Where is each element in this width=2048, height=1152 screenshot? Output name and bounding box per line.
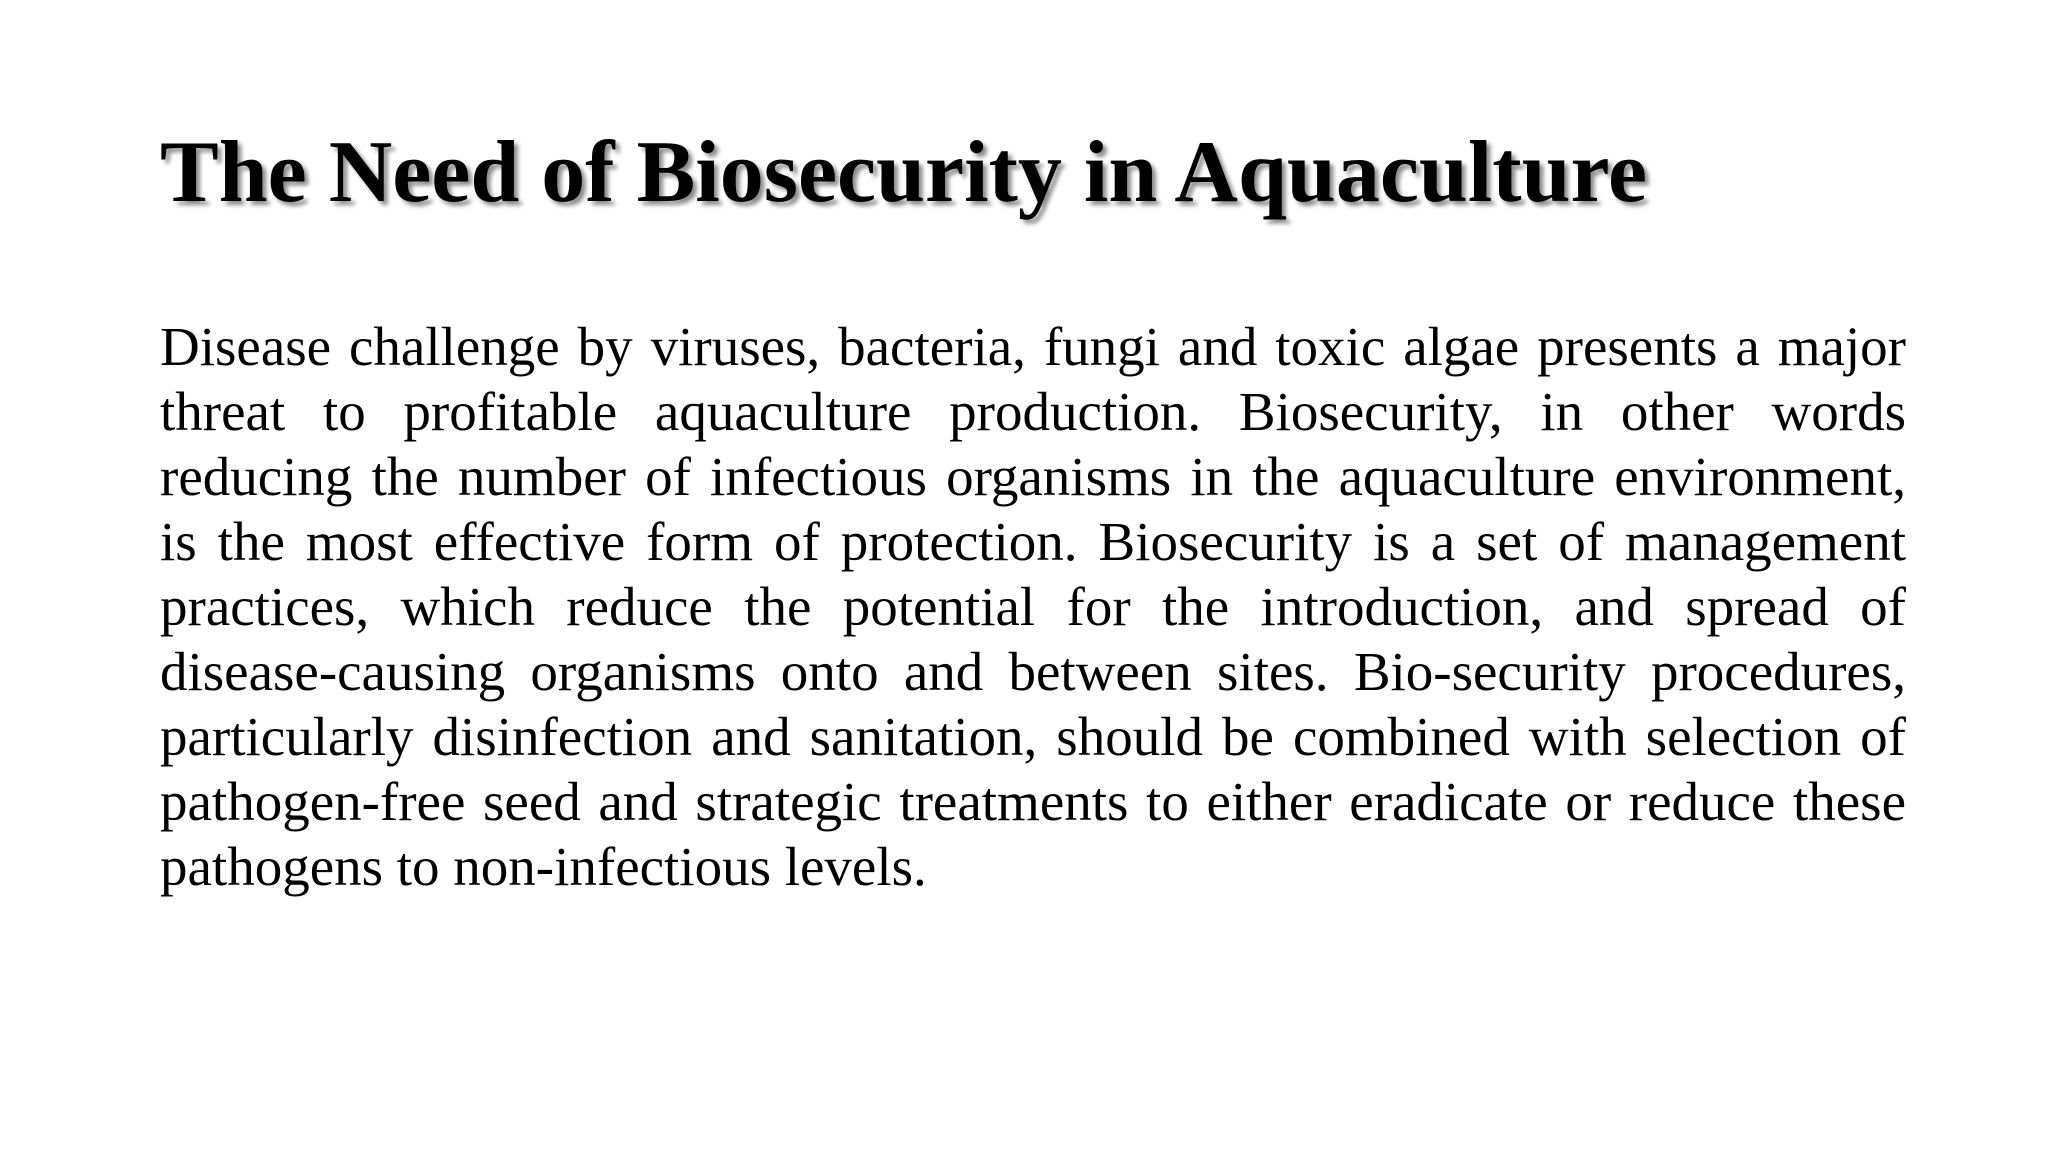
slide-body-paragraph: Disease challenge by viruses, bacteria, fungi and toxic algae presents a major threat to profitable aquaculture production. Biosecurity, in other words reducing the number of infectious organisms in the aquaculture environment, is the most effective form of protection. Biosecurity is a set of management practices, which reduce the potential for the introduction, and spread of disease-causing organisms onto and between sites. Bio-security procedures, particularly disinfection and sanitation, should be combined with selection of pathogen-free seed and strategic treatments to either eradicate or reduce these pathogens to non-infectious levels. bbox=[160, 316, 1906, 897]
slide-title: The Need of Biosecurity in Aquaculture bbox=[160, 124, 1648, 221]
